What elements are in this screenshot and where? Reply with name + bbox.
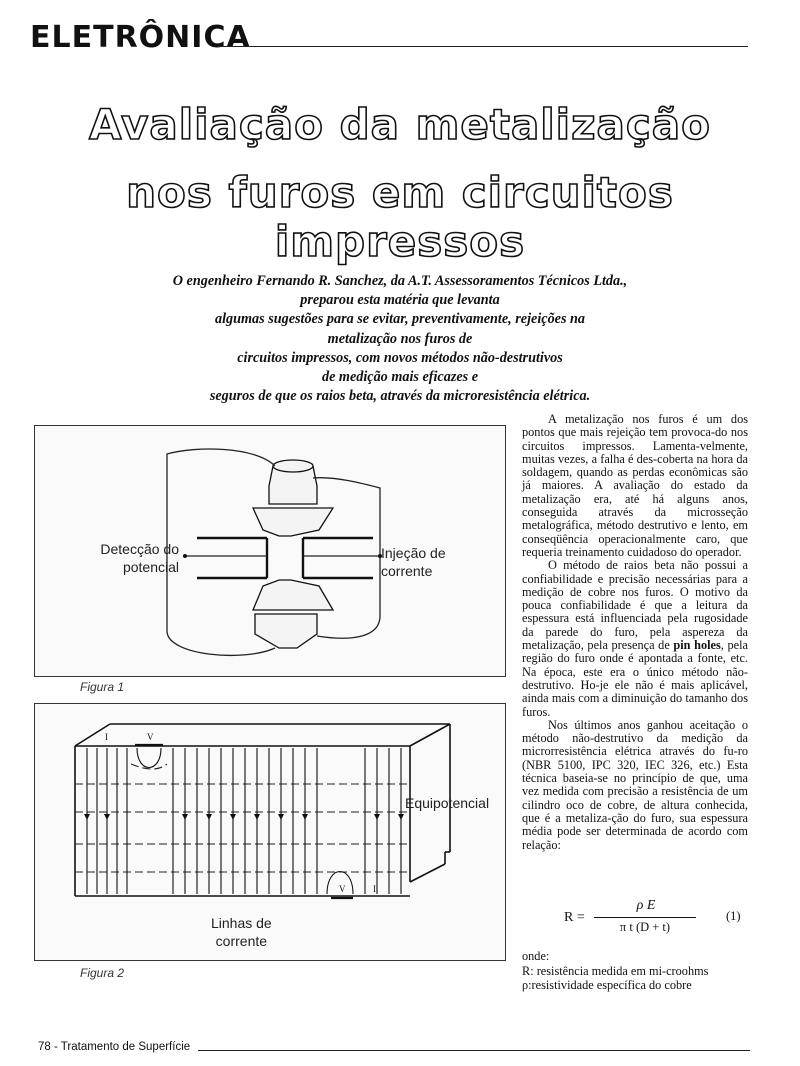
formula-denominator: π t (D + t)	[619, 920, 671, 934]
lead-line: algumas sugestões para se evitar, preventivamente, rejeições na	[214, 311, 586, 328]
figure-1	[34, 425, 506, 677]
formula-lhs: R =	[564, 910, 585, 925]
pin-holes-term: pin holes	[673, 638, 721, 653]
label-line: corrente	[381, 563, 433, 579]
p2-text-after: , pela região do furo onde é apontada a fonte, etc. Na época, este era o único método não-destrutivo. Ho-je ele não é mais aplicável, ainda mais com a diminuição do tamanho dos furos.	[522, 638, 748, 719]
lead-line: preparou esta matéria que levanta	[300, 292, 500, 309]
label-potential-detection	[79, 540, 179, 576]
lead-line: seguros de que os raios beta, através da microresistência elétrica.	[209, 388, 591, 405]
definition-rho: ρ:resistividade específica do cobre	[522, 978, 692, 992]
article-title-line-2: nos furos em circuitos impressos	[126, 168, 674, 266]
body-paragraph-3: Nos últimos anos ganhou aceitação o método não-destrutivo da medição da microrresistência elétrica através do fu-ro (NBR 5100, IPC 320, IEC 326, etc.) Esta técnica baseia-se no princípio de que, uma vez medida com precisão a resistência de um cilindro oco de cobre, de altura conhecida, que é a metaliza-ção do furo, sua espessura média pode ser determinada de acordo com relação:	[522, 717, 748, 852]
section-label: ELETRÔNICA	[30, 20, 251, 55]
mark-i-bottom: I	[373, 884, 376, 894]
resistance-formula	[560, 898, 750, 948]
figure-1-caption: Figura 1	[80, 680, 125, 694]
lead-line: metalização nos furos de	[327, 330, 473, 347]
lead-line: O engenheiro Fernando R. Sanchez, da A.T. Assessoramentos Técnicos Ltda.,	[172, 273, 628, 289]
label-line: Detecção do	[100, 541, 179, 557]
definitions-intro: onde:	[522, 949, 550, 963]
figure-2-caption: Figura 2	[80, 966, 125, 980]
page-footer: 78 - Tratamento de Superfície	[38, 1041, 191, 1053]
fraction-bar	[594, 917, 696, 918]
figure-2	[34, 703, 506, 961]
label-line: Linhas de	[211, 915, 272, 931]
footer-rule	[198, 1050, 750, 1051]
mark-v-bottom: V	[339, 884, 346, 894]
label-line: corrente	[215, 933, 268, 949]
p2-text-before: O método de raios beta não possui a confiabilidade e precisão necessárias para a medição de cobre nos furos. O motivo da pouca confiabilidade é que a leitura da espessura está influenciada pela rugosidade da parede do furo, pela aspereza da metalização, pela presença de	[522, 558, 748, 653]
article-body	[522, 413, 748, 852]
body-paragraph-1: A metalização nos furos é um dos pontos que mais rejeição tem provoca-do nos circuitos impressos. Lamenta-velmente, muitas vezes, a falha é des-coberta na hora da soldagem, quando as perdas econômicas são já maiores. A avaliação do estado da metalização era, até há alguns anos, conseguida através da microsseção metalográfica, método destrutivo e lento, em conseqüência operacionalmente caro, que requeria treinamento cuidadoso do operador.	[522, 412, 748, 559]
label-equipotential: Equipotencial	[405, 795, 490, 811]
formula-numerator: ρ E	[636, 898, 656, 913]
label-line: Injeção de	[381, 545, 446, 561]
mark-v-top: V	[147, 732, 154, 742]
body-paragraph-2	[522, 559, 748, 719]
section-rule	[218, 46, 748, 47]
definition-r: R: resistência medida em mi-croohms	[522, 963, 709, 978]
label-current-injection	[381, 544, 446, 580]
article-title-line-1: Avaliação da metalização	[89, 100, 711, 149]
lead-line: circuitos impressos, com novos métodos não-destrutivos	[237, 349, 563, 366]
formula-number: (1)	[726, 909, 741, 923]
label-line: potencial	[122, 559, 179, 575]
label-current-lines	[211, 914, 272, 950]
formula-definitions	[522, 949, 752, 993]
lead-paragraph	[80, 272, 720, 406]
lead-line: de medição mais eficazes e	[321, 369, 478, 386]
mark-i-top: I	[105, 732, 108, 742]
